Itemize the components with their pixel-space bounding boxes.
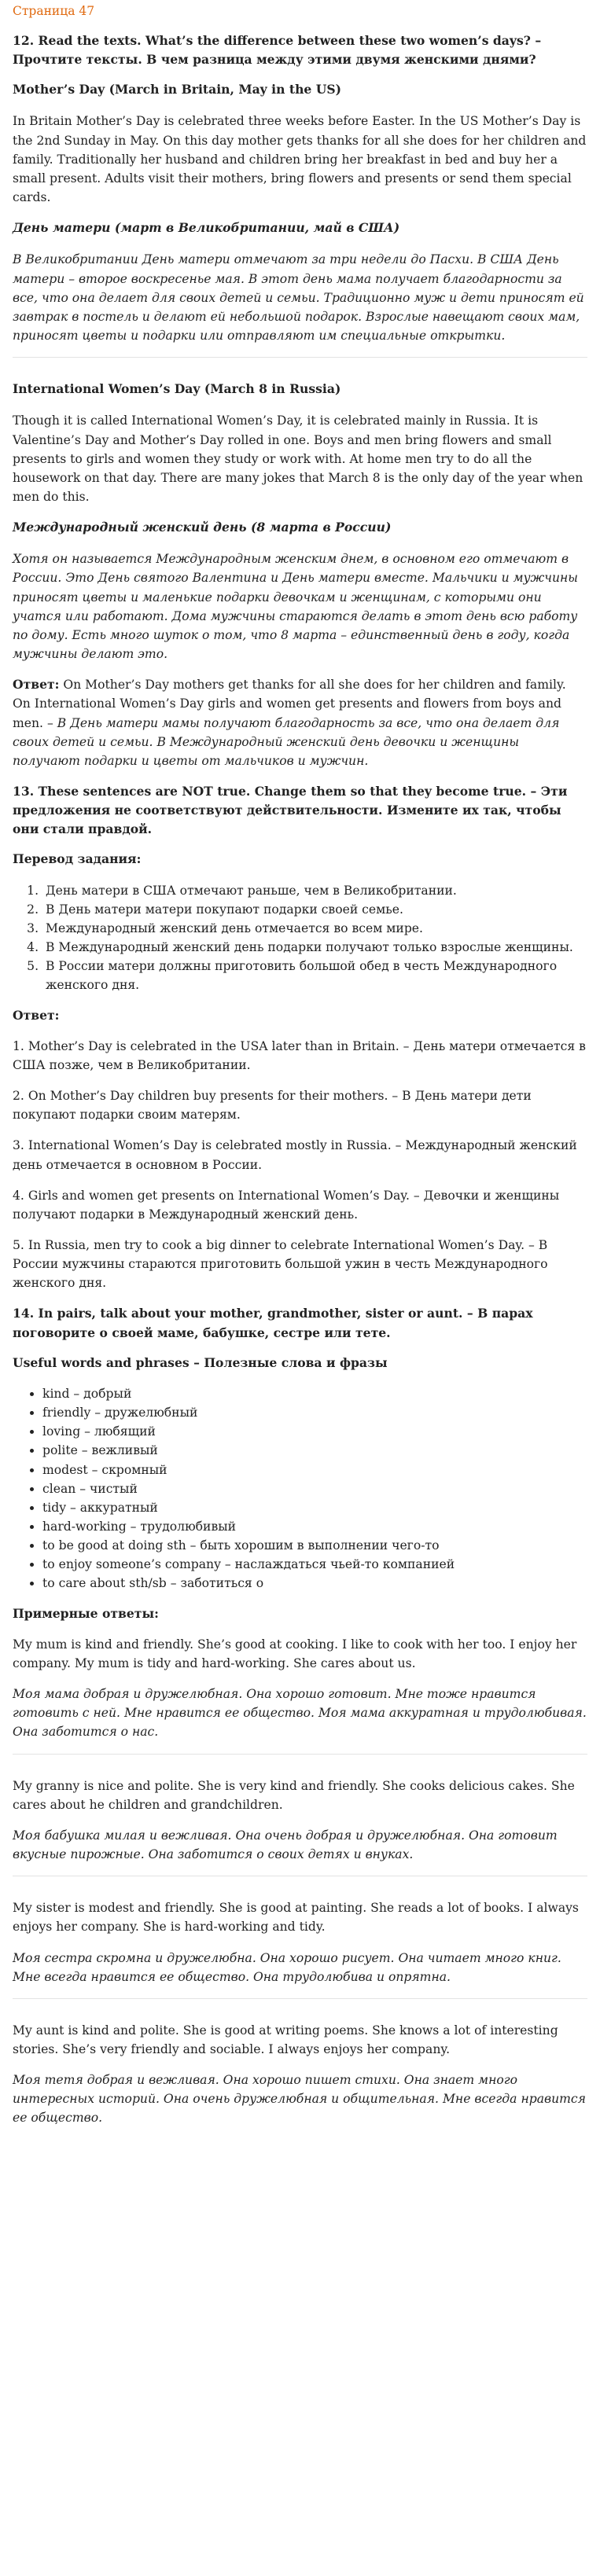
answer-text-en: On Mother’s Day mothers get thanks for all she does for her children and family. On International Women’s Day girls and women get presents and flowers from boys and men. – [13,678,566,730]
list-item: • to care about sth/sb – заботиться о [42,1574,587,1593]
divider [13,357,587,358]
list-item: 1. День матери в США отмечают раньше, чем в Великобритании. [42,881,587,900]
task-translation-label: Перевод задания: [13,851,142,867]
task-list [13,881,587,995]
answer-item: 4. Girls and women get presents on International Women’s Day. – Девочки и женщины получают подарки в Международный женский день. [13,1188,560,1222]
page [0,2,600,2148]
list-item: 3. Международный женский день отмечается во всем мире. [42,919,587,938]
exercise-13-answer-label: Ответ: [13,1007,60,1023]
mothers-day-heading-en: Mother’s Day (March in Britain, May in the US) [13,82,341,97]
divider [13,1754,587,1755]
womens-day-heading-ru: Международный женский день (8 марта в России) [13,520,392,535]
example-text-en: My sister is modest and friendly. She is good at painting. She reads a lot of books. I always enjoys her company. She is hard-working and tidy. [13,1901,579,1935]
answer-label: Ответ: [13,677,60,693]
answer-item: 5. In Russia, men try to cook a big dinner to celebrate International Women’s Day. – В России мужчины стараются приготовить большой ужин в честь Международного женского дня. [13,1237,548,1291]
example-text-ru: Моя сестра скромна и дружелюбна. Она хорошо рисует. Она читает много книг. Мне всегда нравится ее общество. Она трудолюбива и опрятна. [13,1950,561,1984]
answer-item: 2. On Mother’s Day children buy presents for their mothers. – В День матери дети покупают подарки своим матерям. [13,1089,532,1123]
list-item: • polite – вежливый [42,1441,587,1460]
list-item: • modest – скромный [42,1461,587,1479]
divider [13,1998,587,1999]
list-item: • hard-working – трудолюбивый [42,1517,587,1536]
list-item: • to enjoy someone’s company – наслаждаться чьей-то компанией [42,1555,587,1574]
list-item: • clean – чистый [42,1479,587,1498]
exercise-13-title: 13. These sentences are NOT true. Change them so that they become true. – Эти предложения не соответствуют действительности. Измените их так, чтобы они стали правдой. [13,784,568,837]
answer-item: 1. Mother’s Day is celebrated in the USA later than in Britain. – День матери отмечается в США позже, чем в Великобритании. [13,1038,586,1072]
example-text-en: My mum is kind and friendly. She’s good at cooking. I like to cook with her too. I enjoy her company. My mum is tidy and hard-working. She cares about us. [13,1637,577,1670]
useful-phrases-label: Useful words and phrases – Полезные слова и фразы [13,1354,388,1370]
example-text-ru: Моя бабушка милая и вежливая. Она очень добрая и дружелюбная. Она готовит вкусные пирожные. Она заботится о своих детях и внуках. [13,1828,558,1862]
mothers-day-text-en: In Britain Mother’s Day is celebrated three weeks before Easter. In the US Mother’s Day is the 2nd Sunday in May. On this day mother gets thanks for all she does for her children and family. Traditionally her husband and children bring her breakfast in bed and buy her a small present. Adults visit their mothers, bring flowers and presents or send them special cards. [13,114,587,205]
list-item: • friendly – дружелюбный [42,1403,587,1422]
womens-day-text-en: Though it is called International Women’s Day, it is celebrated mainly in Russia. It is Valentine’s Day and Mother’s Day rolled in one. Boys and men bring flowers and small presents to girls and women they study or work with. At home men try to do all the housework on that day. There are many jokes that March 8 is the only day of the year when men do this. [13,413,583,504]
list-item: 2. В День матери матери покупают подарки своей семье. [42,900,587,919]
page-label: Страница 47 [13,4,95,18]
list-item: • to be good at doing sth – быть хорошим в выполнении чего-то [42,1536,587,1555]
list-item: • kind – добрый [42,1384,587,1403]
exercise-12-title: 12. Read the texts. What’s the difference between these two women’s days? – Прочтите тексты. В чем разница между этими двумя женскими днями? [13,33,542,68]
exercise-14-title: 14. In pairs, talk about your mother, grandmother, sister or aunt. – В парах поговорите о своей маме, бабушке, сестре или тете. [13,1306,533,1340]
womens-day-text-ru: Хотя он называется Международным женским днем, в основном его отмечают в России. Это День святого Валентина и День матери вместе. Мальчики и мужчины приносят цветы и маленькие подарки девочкам и женщинам, с которыми они учатся или работают. Дома мужчины стараются делать в этот день всю работу по дому. Есть много шуток о том, что 8 марта – единственный день в году, когда мужчины делают это. [13,552,579,662]
phrases-list [13,1384,587,1593]
list-item: 5. В России матери должны приготовить большой обед в честь Международного женского дня. [42,957,587,994]
example-text-en: My aunt is kind and polite. She is good at writing poems. She knows a lot of interesting stories. She’s very friendly and sociable. I always enjoys her company. [13,2023,558,2056]
womens-day-heading-en: International Women’s Day (March 8 in Russia) [13,381,341,397]
example-text-en: My granny is nice and polite. She is very kind and friendly. She cooks delicious cakes. She cares about he children and grandchildren. [13,1778,575,1812]
mothers-day-heading-ru: День матери (март в Великобритании, май в США) [13,220,400,236]
list-item: • loving – любящий [42,1422,587,1441]
example-text-ru: Моя мама добрая и дружелюбная. Она хорошо готовит. Мне тоже нравится готовить с ней. Мне нравится ее общество. Моя мама аккуратная и трудолюбивая. Она заботится о нас. [13,1687,587,1740]
example-text-ru: Моя тетя добрая и вежливая. Она хорошо пишет стихи. Она знает много интересных историй. Она очень дружелюбная и общительная. Мне всегда нравится ее общество. [13,2073,586,2126]
mothers-day-text-ru: В Великобритании День матери отмечают за три недели до Пасхи. В США День матери – второе воскресенье мая. В этот день мама получает благодарности за все, что она делает для своих детей и семьи. Традиционно муж и дети приносят ей завтрак в постель и делают ей небольшой подарок. Взрослые навещают своих мам, приносят цветы и подарки или отправляют им специальные открытки. [13,252,584,344]
exercise-12-answer [13,675,587,770]
example-answers-label: Примерные ответы: [13,1605,159,1621]
answer-item: 3. International Women’s Day is celebrated mostly in Russia. – Международный женский день отмечается в основном в России. [13,1138,577,1172]
list-item: 4. В Международный женский день подарки получают только взрослые женщины. [42,938,587,957]
list-item: • tidy – аккуратный [42,1498,587,1517]
answer-text-ru: В День матери мамы получают благодарность за все, что она делает для своих детей и семьи. В Международный женский день девочки и женщины получают подарки и цветы от мальчиков и мужчин. [13,715,560,768]
